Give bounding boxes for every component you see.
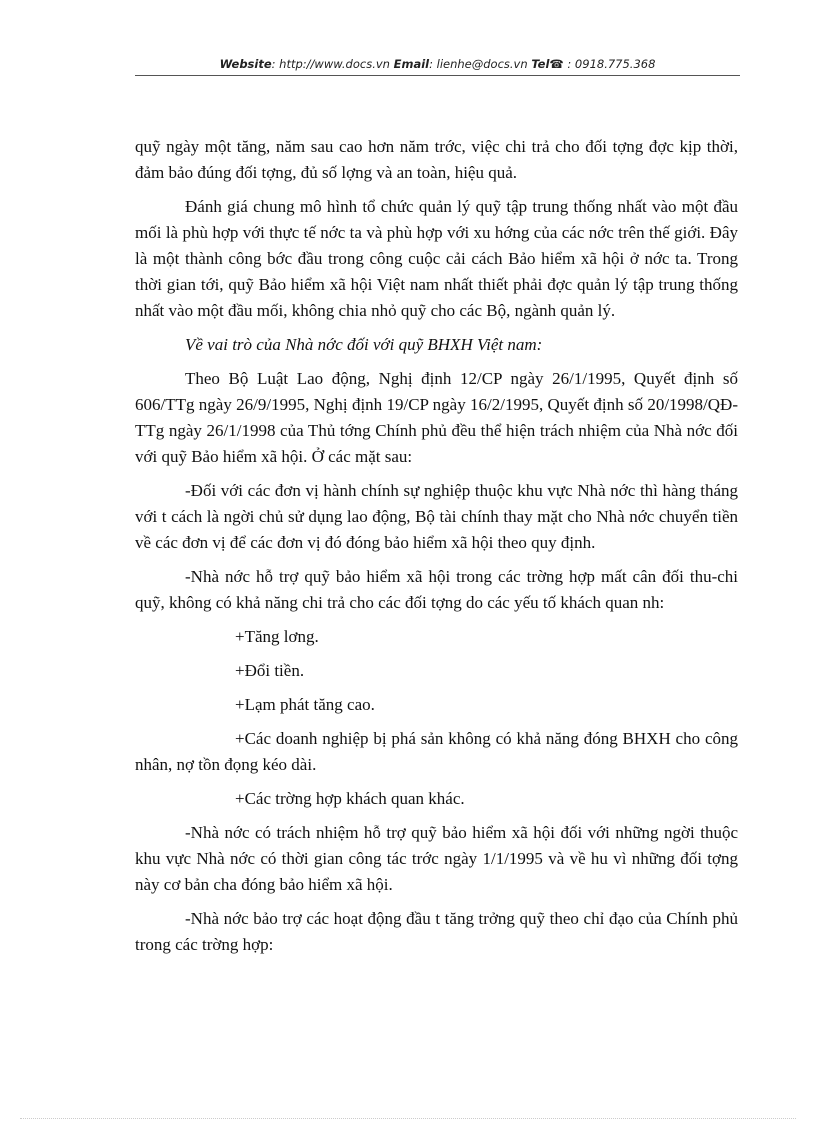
website-label: Website xyxy=(219,57,272,71)
header-divider xyxy=(135,75,740,76)
email-link[interactable]: : lienhe@docs.vn xyxy=(429,57,528,71)
paragraph-7: -Nhà nớc bảo trợ các hoạt động đầu t tăng trởng quỹ theo chỉ đạo của Chính phủ trong các trờng hợp: xyxy=(135,909,738,954)
document-body xyxy=(135,134,738,966)
list-item: +Các doanh nghiệp bị phá sản không có khả năng đóng BHXH cho công nhân, nợ tồn đọng kéo dài. xyxy=(135,729,738,774)
paragraph-6: -Nhà nớc có trách nhiệm hỗ trợ quỹ bảo hiểm xã hội đối với những ngời thuộc khu vực Nhà nớc có thời gian công tác trớc ngày 1/1/1995 và về hu vì những đối tợng này cơ bản cha đóng bảo hiểm xã hội. xyxy=(135,823,738,894)
page-header xyxy=(135,57,740,71)
tel-label: Tel xyxy=(531,57,550,71)
website-link[interactable]: : http://www.docs.vn xyxy=(271,57,390,71)
list-item: +Lạm phát tăng cao. xyxy=(235,695,375,714)
paragraph-1: quỹ ngày một tăng, năm sau cao hơn năm trớc, việc chi trả cho đối tợng đợc kịp thời, đảm bảo đúng đối tợng, đủ số lợng và an toàn, hiệu quả. xyxy=(135,137,738,182)
list-item: +Tăng lơng. xyxy=(235,627,319,646)
section-heading: Về vai trò của Nhà nớc đối với quỹ BHXH Việt nam: xyxy=(185,335,543,354)
email-label: Email xyxy=(393,57,430,71)
paragraph-5: -Nhà nớc hỗ trợ quỹ bảo hiểm xã hội trong các trờng hợp mất cân đối thu-chi quỹ, không có khả năng chi trả cho các đối tợng do các yếu tố khách quan nh: xyxy=(135,567,738,612)
paragraph-4: -Đối với các đơn vị hành chính sự nghiệp thuộc khu vực Nhà nớc thì hàng tháng với t cách là ngời chủ sử dụng lao động, Bộ tài chính thay mặt cho Nhà nớc chuyển tiền về các đơn vị để các đơn vị đó đóng bảo hiểm xã hội theo quy định. xyxy=(135,481,738,552)
list-item: +Các trờng hợp khách quan khác. xyxy=(235,789,465,808)
paragraph-3: Theo Bộ Luật Lao động, Nghị định 12/CP ngày 26/1/1995, Quyết định số 606/TTg ngày 26/9/1995, Nghị định 19/CP ngày 16/2/1995, Quyết định số 20/1998/QĐ-TTg ngày 26/1/1998 của Thủ tớng Chính phủ đều thể hiện trách nhiệm của Nhà nớc đối với quỹ Bảo hiểm xã hội. Ở các mặt sau: xyxy=(135,369,738,466)
paragraph-2: Đánh giá chung mô hình tổ chức quản lý quỹ tập trung thống nhất vào một đầu mối là phù hợp với thực tế nớc ta và phù hợp với xu hớng của các nớc trên thế giới. Đây là một thành công bớc đầu trong công cuộc cải cách Bảo hiểm xã hội ở nớc ta. Trong thời gian tới, quỹ Bảo hiểm xã hội Việt nam nhất thiết phải đợc quản lý tập trung thống nhất vào một đầu mối, không chia nhỏ quỹ cho các Bộ, ngành quản lý. xyxy=(135,197,738,320)
footer-divider xyxy=(20,1118,796,1119)
list-item: +Đổi tiền. xyxy=(235,661,305,680)
tel-value: ☎ : 0918.775.368 xyxy=(549,57,656,71)
